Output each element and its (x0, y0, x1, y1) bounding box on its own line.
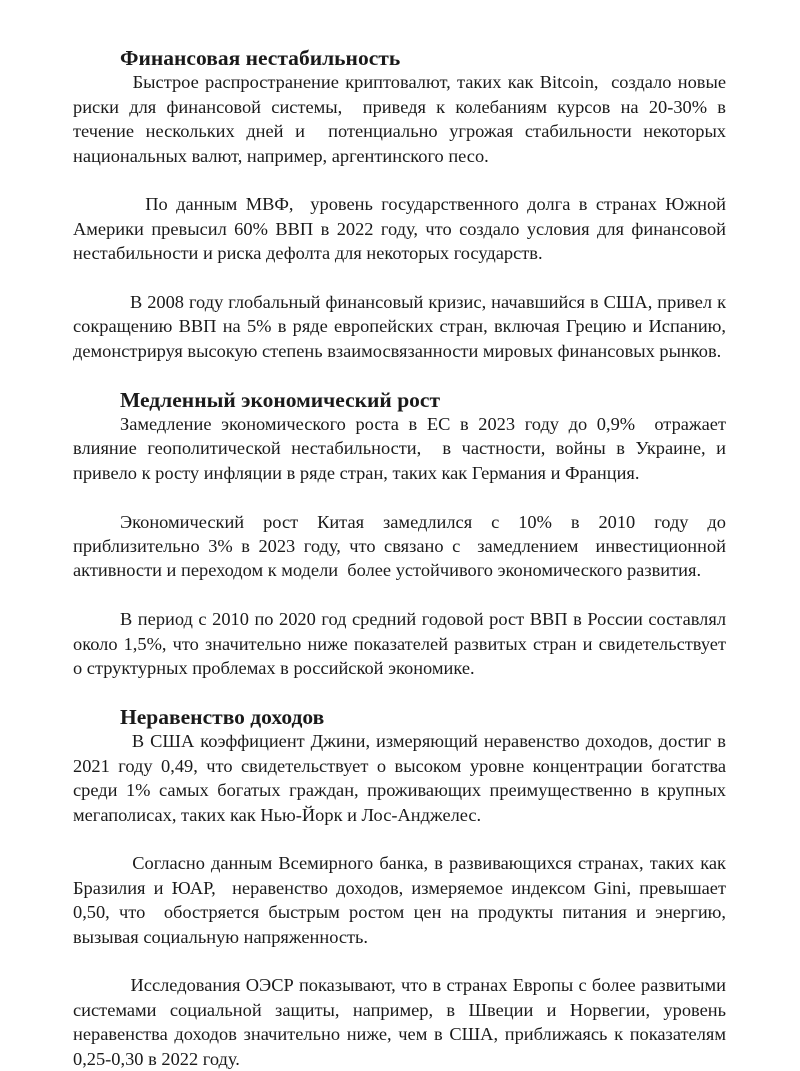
paragraph-oecd: Исследования ОЭСР показывают, что в странах Европы с более развитыми системами социальной защиты, например, в Швеции и Норвегии, уровень неравенства доходов значительно ниже, чем в США, приближаясь к показателям 0,25-0,30 в 2022 году. (73, 975, 731, 1069)
section-heading-slow-growth: Медленный экономический рост (120, 387, 441, 412)
document-page (73, 46, 731, 1071)
paragraph-imf-debt: По данным МВФ, уровень государственного долга в странах Южной Америки превысил 60% ВВП в 2022 году, что создало условия для финансовой нестабильности и риска дефолта для некоторых государств. (73, 194, 731, 264)
paragraph-russia-growth: В период с 2010 по 2020 год средний годовой рост ВВП в России составлял около 1,5%, что значительно ниже показателей развитых стран и свидетельствует о структурных проблемах в российской экономике. (73, 609, 731, 679)
paragraph-china-growth: Экономический рост Китая замедлился с 10% в 2010 году до приблизительно 3% в 2023 году, что связано с замедлением инвестиционной активности и переходом к модели более устойчивого экономического развития. (73, 511, 731, 581)
paragraph-world-bank: Согласно данным Всемирного банка, в развивающихся странах, таких как Бразилия и ЮАР, неравенство доходов, измеряемое индексом Gini, превышает 0,50, что обостряется быстрым ростом цен на продукты питания и энергию, вызывая социальную напряженность. (73, 853, 731, 947)
paragraph-2008-crisis: В 2008 году глобальный финансовый кризис, начавшийся в США, привел к сокращению ВВП на 5% в ряде европейских стран, включая Грецию и Испанию, демонстрируя высокую степень взаимосвязанности мировых финансовых рынков. (73, 292, 731, 361)
section-heading-financial-instability: Финансовая нестабильность (120, 46, 401, 70)
paragraph-usa-gini: В США коэффициент Джини, измеряющий неравенство доходов, достиг в 2021 году 0,49, что свидетельствует о высоком уровне концентрации богатства среди 1% самых богатых граждан, проживающих преимущественно в крупных мегаполисах, таких как Нью-Йорк и Лос-Анджелес. (73, 731, 731, 825)
paragraph-eu-growth: Замедление экономического роста в ЕС в 2023 году до 0,9% отражает влияние геополитической нестабильности, в частности, войны в Украине, и привело к росту инфляции в ряде стран, таких как Германия и Франция. (73, 414, 731, 483)
paragraph-crypto: Быстрое распространение криптовалют, таких как Bitcoin, создало новые риски для финансовой системы, приведя к колебаниям курсов на 20-30% в течение нескольких дней и потенциально угрожая стабильности некоторых национальных валют, например, аргентинского песо. (73, 72, 731, 166)
section-heading-income-inequality: Неравенство доходов (120, 704, 325, 729)
